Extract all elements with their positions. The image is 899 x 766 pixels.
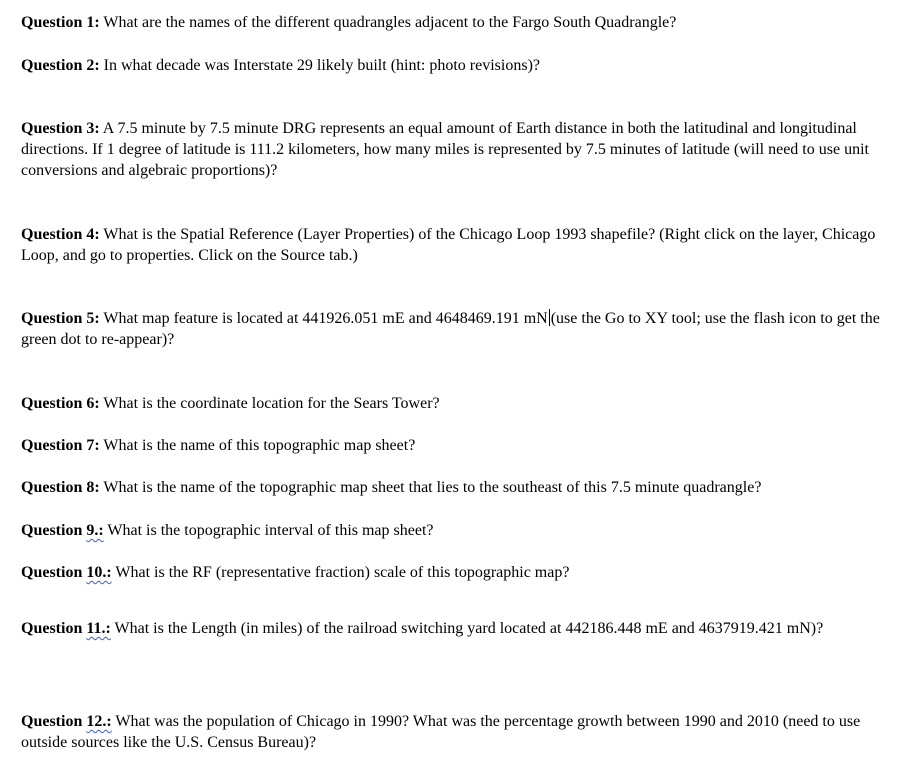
question-number-spellcheck: 11.:	[86, 620, 111, 637]
question-number-spellcheck: 10.:	[86, 564, 112, 581]
question-text: What is the name of the topographic map sheet that lies to the southeast of this 7.5 minute quadrangle?	[99, 479, 762, 496]
question-5	[21, 308, 883, 350]
question-label-word: Question	[21, 713, 87, 730]
text-cursor	[549, 309, 550, 326]
question-label: Question 5:	[21, 310, 100, 327]
question-label-word: Question	[21, 564, 87, 581]
question-label-word: Question	[21, 522, 87, 539]
question-label: Question 8:	[21, 479, 100, 496]
question-9	[21, 520, 883, 541]
question-11	[21, 618, 883, 639]
question-label: Question 4:	[21, 226, 100, 243]
question-label	[21, 620, 111, 637]
question-4	[21, 224, 883, 266]
question-label: Question 1:	[21, 14, 100, 31]
question-text: What was the population of Chicago in 1990? What was the percentage growth between 1990 and 2010 (need to use outside sources like the U.S. Census Bureau)?	[21, 713, 861, 751]
question-label: Question 7:	[21, 437, 100, 454]
question-text: What is the topographic interval of this map sheet?	[103, 522, 434, 539]
question-3	[21, 118, 883, 181]
question-text: What is the Length (in miles) of the railroad switching yard located at 442186.448 mE and 4637919.421 mN)?	[110, 620, 824, 637]
question-label-word: Question	[21, 620, 87, 637]
question-text: What is the Spatial Reference (Layer Properties) of the Chicago Loop 1993 shapefile? (Right click on the layer, Chicago Loop, and go to properties. Click on the Source tab.)	[21, 226, 876, 264]
question-2	[21, 55, 883, 76]
question-text-continued: (use the Go to XY tool; use the flash icon to get the green dot to re-appear)?	[21, 310, 880, 348]
question-8	[21, 477, 883, 498]
question-7	[21, 435, 883, 456]
question-number-spellcheck: 9.:	[86, 522, 104, 539]
question-6	[21, 393, 883, 414]
question-text: What is the name of this topographic map sheet?	[99, 437, 416, 454]
question-text: A 7.5 minute by 7.5 minute DRG represents an equal amount of Earth distance in both the latitudinal and longitudinal directions. If 1 degree of latitude is 111.2 kilometers, how many miles is represented by 7.5 minutes of latitude (will need to use unit conversions and algebraic proportions)?	[21, 120, 869, 179]
question-label	[21, 522, 104, 539]
question-label: Question 6:	[21, 395, 100, 412]
question-text: What are the names of the different quadrangles adjacent to the Fargo South Quadrangle?	[99, 14, 677, 31]
question-1	[21, 12, 883, 33]
question-12	[21, 711, 883, 753]
question-text: What is the coordinate location for the Sears Tower?	[99, 395, 440, 412]
question-label	[21, 564, 112, 581]
question-text: What is the RF (representative fraction) scale of this topographic map?	[111, 564, 570, 581]
question-label: Question 3:	[21, 120, 100, 137]
question-label: Question 2:	[21, 57, 100, 74]
question-text: In what decade was Interstate 29 likely built (hint: photo revisions)?	[99, 57, 540, 74]
question-number-spellcheck: 12.:	[86, 713, 112, 730]
question-text: What map feature is located at 441926.051 mE and 4648469.191 mN	[99, 310, 548, 327]
question-10	[21, 562, 883, 583]
question-label	[21, 713, 112, 730]
